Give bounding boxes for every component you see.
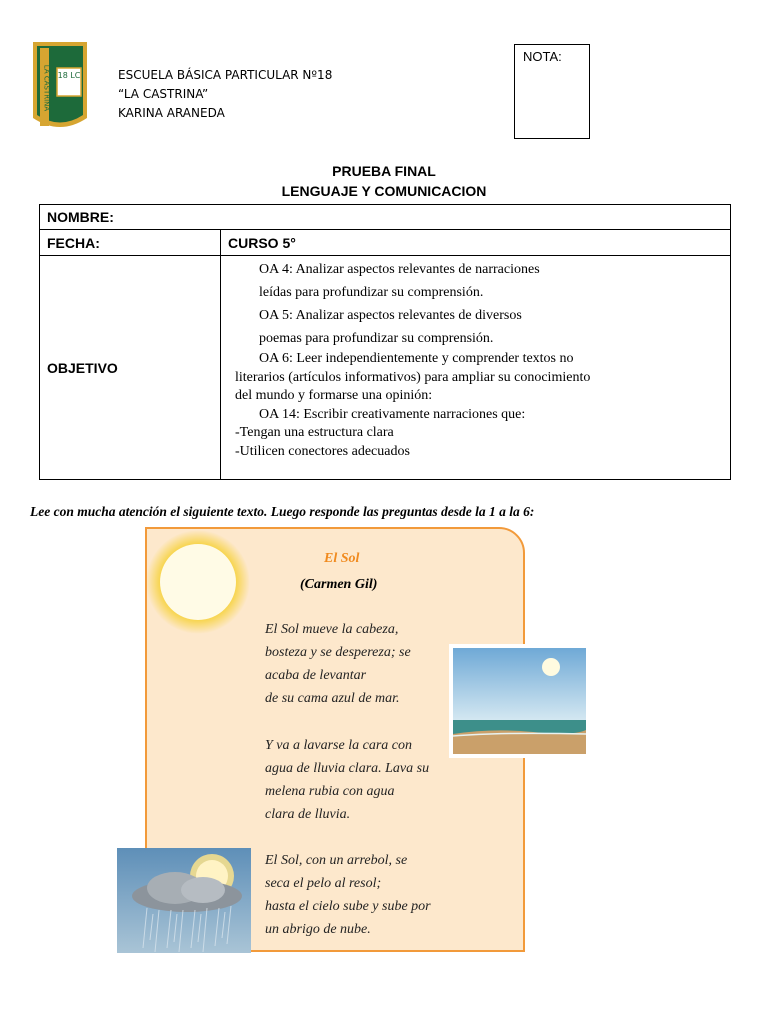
rain-cloud-image: [117, 848, 251, 953]
poem-line: El Sol, con un arrebol, se: [265, 853, 408, 868]
objective-line: OA 14: Escribir creativamente narraciones que:: [259, 406, 526, 422]
poem-line: clara de lluvia.: [265, 807, 351, 822]
poem-stanza-3: [265, 849, 431, 941]
poem-line: agua de lluvia clara. Lava su: [265, 761, 430, 776]
course-field: [221, 230, 731, 256]
student-info-table: [39, 204, 731, 480]
date-label: FECHA:: [47, 234, 100, 251]
poem-author: (Carmen Gil): [300, 577, 378, 592]
poem-line: acaba de levantar: [265, 668, 367, 683]
poem-line: hasta el cielo sube y sube por: [265, 899, 431, 914]
school-info: [118, 66, 332, 123]
grade-box[interactable]: [514, 44, 590, 139]
poem-stanza-1: [265, 618, 411, 710]
test-subject: LENGUAJE Y COMUNICACION: [281, 183, 487, 199]
reading-instruction: Lee con mucha atención el siguiente texto. Luego responde las preguntas desde la 1 a la 6:: [30, 504, 535, 519]
school-logo: [31, 40, 89, 134]
poem-stanza-2: [265, 734, 429, 826]
teacher-name: KARINA ARANEDA: [118, 106, 225, 120]
objective-line: del mundo y formarse una opinión:: [235, 388, 433, 403]
objective-line: OA 4: Analizar aspectos relevantes de narraciones: [259, 262, 540, 277]
objective-line: OA 5: Analizar aspectos relevantes de diversos: [259, 308, 522, 323]
objective-line: -Utilicen conectores adecuados: [235, 443, 410, 459]
poem-line: El Sol mueve la cabeza,: [265, 622, 399, 637]
logo-badge-text: 18 LC: [57, 71, 81, 80]
objective-line: OA 6: Leer independientemente y comprender textos no: [259, 351, 574, 366]
sun-illustration: [142, 528, 254, 638]
objective-line: literarios (artículos informativos) para ampliar su conocimiento: [235, 369, 591, 385]
beach-sun-image: [453, 648, 586, 754]
poem-line: bosteza y se despereza; se: [265, 645, 411, 660]
date-field[interactable]: [40, 230, 221, 256]
objective-label: OBJETIVO: [40, 256, 221, 480]
poem-title: El Sol: [324, 551, 360, 566]
test-title: PRUEBA FINAL: [332, 163, 436, 179]
school-name: ESCUELA BÁSICA PARTICULAR Nº18: [118, 68, 333, 82]
poem-line: Y va a lavarse la cara con: [265, 738, 412, 753]
grade-label: NOTA:: [523, 49, 562, 64]
poem-line: un abrigo de nube.: [265, 922, 371, 937]
poem-line: seca el pelo al resol;: [265, 876, 382, 891]
logo-text: LA CASTRINA: [42, 64, 51, 112]
objective-line: poemas para profundizar su comprensión.: [259, 331, 494, 346]
objectives-cell: [221, 256, 731, 480]
name-field[interactable]: [40, 205, 731, 230]
poem-line: de su cama azul de mar.: [265, 691, 400, 706]
name-label: NOMBRE:: [47, 209, 114, 225]
school-nickname: “LA CASTRINA”: [118, 87, 209, 101]
objective-line: -Tengan una estructura clara: [235, 425, 394, 440]
objective-line: leídas para profundizar su comprensión.: [259, 285, 484, 300]
poem-line: melena rubia con agua: [265, 784, 395, 799]
course-label: CURSO 5°: [228, 234, 296, 251]
